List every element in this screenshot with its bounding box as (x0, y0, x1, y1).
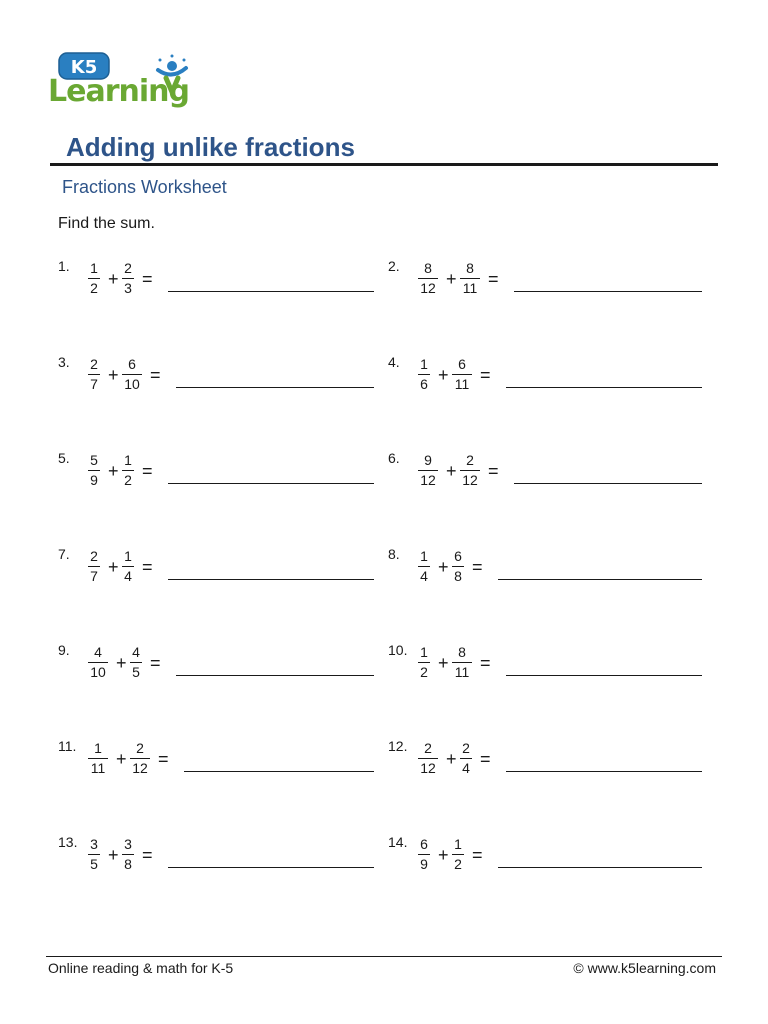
answer-line[interactable] (514, 483, 702, 484)
equals-sign: = (150, 653, 161, 673)
fraction (460, 740, 472, 777)
plus-sign: + (446, 461, 457, 481)
answer-line[interactable] (176, 675, 374, 676)
problem-number: 10. (388, 642, 408, 658)
fraction-numerator: 6 (454, 548, 462, 564)
fraction (122, 260, 134, 297)
problem-number: 12. (388, 738, 408, 754)
fraction-denominator: 2 (124, 472, 132, 488)
equals-sign: = (142, 461, 153, 481)
fraction (88, 260, 100, 297)
plus-sign: + (438, 557, 449, 577)
fraction-bar (452, 662, 472, 663)
logo-wordmark: Learning (48, 74, 189, 109)
fraction-bar (88, 854, 100, 855)
problem-item (388, 642, 702, 692)
fraction-numerator: 2 (462, 740, 470, 756)
footer-website: © www.k5learning.com (573, 960, 716, 976)
problem-number: 11. (58, 738, 77, 754)
fraction (452, 836, 464, 873)
fraction-numerator: 1 (90, 260, 98, 276)
plus-sign: + (438, 365, 449, 385)
plus-sign: + (116, 653, 127, 673)
fraction (130, 740, 150, 777)
fraction-bar (460, 470, 480, 471)
fraction-denominator: 7 (90, 376, 98, 392)
fraction-bar (122, 374, 142, 375)
fraction (122, 548, 134, 585)
fraction-bar (452, 374, 472, 375)
fraction-numerator: 6 (458, 356, 466, 372)
fraction (88, 740, 108, 777)
answer-line[interactable] (506, 771, 702, 772)
fraction-bar (88, 758, 108, 759)
equals-sign: = (480, 749, 491, 769)
fraction (122, 452, 134, 489)
page-title: Adding unlike fractions (66, 132, 355, 162)
page-subtitle: Fractions Worksheet (62, 177, 227, 197)
fraction-numerator: 1 (420, 548, 428, 564)
answer-line[interactable] (168, 291, 374, 292)
fraction-bar (88, 470, 100, 471)
fraction (418, 644, 430, 681)
problem-item (58, 354, 374, 404)
fraction (130, 644, 142, 681)
fraction-bar (418, 278, 438, 279)
plus-sign: + (438, 845, 449, 865)
answer-line[interactable] (506, 675, 702, 676)
fraction (460, 260, 480, 297)
fraction (88, 548, 100, 585)
problem-number: 8. (388, 546, 400, 562)
fraction-denominator: 11 (454, 376, 470, 392)
fraction-numerator: 1 (124, 548, 132, 564)
fraction (418, 548, 430, 585)
fraction (122, 356, 142, 393)
fraction (418, 260, 438, 297)
fraction-denominator: 12 (132, 760, 148, 776)
fraction-denominator: 12 (420, 472, 436, 488)
fraction-bar (122, 470, 134, 471)
problem-item (388, 834, 702, 884)
equals-sign: = (480, 365, 491, 385)
fraction-numerator: 1 (124, 452, 132, 468)
answer-line[interactable] (514, 291, 702, 292)
fraction-bar (418, 470, 438, 471)
fraction-denominator: 4 (462, 760, 470, 776)
fraction-bar (130, 662, 142, 663)
fraction-bar (460, 758, 472, 759)
fraction (452, 548, 464, 585)
equals-sign: = (142, 845, 153, 865)
fraction-bar (88, 278, 100, 279)
plus-sign: + (108, 461, 119, 481)
problem-number: 7. (58, 546, 70, 562)
plus-sign: + (116, 749, 127, 769)
fraction-numerator: 8 (424, 260, 432, 276)
fraction-numerator: 6 (128, 356, 136, 372)
problem-item (58, 642, 374, 692)
fraction-bar (88, 374, 100, 375)
fraction (88, 644, 108, 681)
fraction-numerator: 2 (136, 740, 144, 756)
problem-number: 14. (388, 834, 408, 850)
fraction-denominator: 8 (124, 856, 132, 872)
fraction (418, 836, 430, 873)
fraction (418, 356, 430, 393)
answer-line[interactable] (498, 579, 702, 580)
fraction-denominator: 2 (454, 856, 462, 872)
svg-text:K5: K5 (70, 57, 98, 78)
fraction-bar (88, 662, 108, 663)
fraction-numerator: 9 (424, 452, 432, 468)
fraction-numerator: 5 (90, 452, 98, 468)
equals-sign: = (142, 269, 153, 289)
fraction-bar (452, 566, 464, 567)
equals-sign: = (480, 653, 491, 673)
fraction-denominator: 6 (420, 376, 428, 392)
fraction (418, 452, 438, 489)
answer-line[interactable] (506, 387, 702, 388)
fraction-denominator: 12 (462, 472, 478, 488)
fraction-bar (122, 566, 134, 567)
problem-item (388, 546, 702, 596)
fraction-numerator: 8 (458, 644, 466, 660)
problem-number: 3. (58, 354, 70, 370)
fraction-bar (130, 758, 150, 759)
problem-number: 13. (58, 834, 78, 850)
fraction (88, 836, 100, 873)
fraction-denominator: 9 (90, 472, 98, 488)
problem-number: 4. (388, 354, 400, 370)
problem-number: 5. (58, 450, 70, 466)
fraction-numerator: 1 (454, 836, 462, 852)
fraction (460, 452, 480, 489)
fraction-bar (460, 278, 480, 279)
fraction (122, 836, 134, 873)
fraction (452, 644, 472, 681)
fraction-denominator: 8 (454, 568, 462, 584)
fraction (452, 356, 472, 393)
plus-sign: + (108, 845, 119, 865)
problem-item (388, 450, 702, 500)
fraction-bar (122, 854, 134, 855)
problem-item (388, 354, 702, 404)
fraction-denominator: 10 (90, 664, 106, 680)
fraction-numerator: 4 (132, 644, 140, 660)
problem-number: 1. (58, 258, 70, 274)
answer-line[interactable] (168, 867, 374, 868)
plus-sign: + (446, 269, 457, 289)
fraction-numerator: 1 (420, 356, 428, 372)
fraction-denominator: 9 (420, 856, 428, 872)
equals-sign: = (158, 749, 169, 769)
fraction-denominator: 2 (420, 664, 428, 680)
plus-sign: + (446, 749, 457, 769)
problem-number: 2. (388, 258, 400, 274)
equals-sign: = (472, 557, 483, 577)
problem-item (58, 546, 374, 596)
fraction-bar (418, 566, 430, 567)
plus-sign: + (438, 653, 449, 673)
fraction (88, 356, 100, 393)
fraction-numerator: 3 (90, 836, 98, 852)
fraction-denominator: 10 (124, 376, 140, 392)
fraction-denominator: 11 (90, 760, 106, 776)
fraction-numerator: 2 (424, 740, 432, 756)
problem-number: 9. (58, 642, 70, 658)
fraction-bar (88, 566, 100, 567)
answer-line[interactable] (168, 579, 374, 580)
fraction-numerator: 2 (466, 452, 474, 468)
title-divider (50, 163, 718, 166)
fraction-bar (418, 758, 438, 759)
fraction-bar (418, 662, 430, 663)
fraction-numerator: 1 (94, 740, 102, 756)
equals-sign: = (488, 461, 499, 481)
fraction-numerator: 2 (124, 260, 132, 276)
fraction-numerator: 6 (420, 836, 428, 852)
fraction-denominator: 5 (90, 856, 98, 872)
fraction-numerator: 2 (90, 356, 98, 372)
plus-sign: + (108, 557, 119, 577)
equals-sign: = (142, 557, 153, 577)
fraction-numerator: 2 (90, 548, 98, 564)
equals-sign: = (150, 365, 161, 385)
plus-sign: + (108, 365, 119, 385)
equals-sign: = (488, 269, 499, 289)
fraction-bar (418, 374, 430, 375)
fraction-denominator: 12 (420, 280, 436, 296)
fraction-denominator: 12 (420, 760, 436, 776)
fraction (88, 452, 100, 489)
problem-item (58, 834, 374, 884)
problem-item (388, 258, 702, 308)
problem-item (58, 450, 374, 500)
fraction-bar (122, 278, 134, 279)
problem-item (58, 738, 374, 788)
footer-divider (46, 956, 722, 957)
k5-learning-logo (48, 50, 188, 112)
problem-item (388, 738, 702, 788)
answer-line[interactable] (168, 483, 374, 484)
fraction-denominator: 11 (462, 280, 478, 296)
fraction-numerator: 4 (94, 644, 102, 660)
equals-sign: = (472, 845, 483, 865)
fraction-bar (452, 854, 464, 855)
answer-line[interactable] (498, 867, 702, 868)
fraction-denominator: 3 (124, 280, 132, 296)
fraction-numerator: 8 (466, 260, 474, 276)
fraction-numerator: 3 (124, 836, 132, 852)
fraction (418, 740, 438, 777)
answer-line[interactable] (176, 387, 374, 388)
answer-line[interactable] (184, 771, 374, 772)
fraction-denominator: 4 (124, 568, 132, 584)
fraction-denominator: 7 (90, 568, 98, 584)
fraction-denominator: 5 (132, 664, 140, 680)
footer-tagline: Online reading & math for K-5 (48, 960, 234, 976)
fraction-denominator: 4 (420, 568, 428, 584)
plus-sign: + (108, 269, 119, 289)
fraction-bar (418, 854, 430, 855)
fraction-numerator: 1 (420, 644, 428, 660)
problem-number: 6. (388, 450, 400, 466)
instructions: Find the sum. (58, 215, 155, 232)
fraction-denominator: 2 (90, 280, 98, 296)
problem-item (58, 258, 374, 308)
fraction-denominator: 11 (454, 664, 470, 680)
